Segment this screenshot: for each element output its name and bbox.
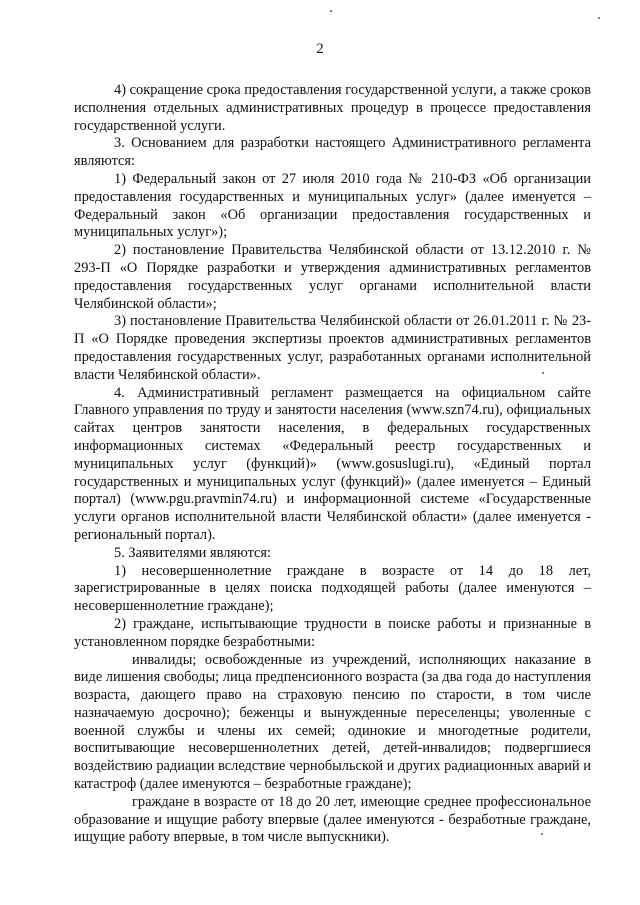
paragraph-section-5-applicants: 5. Заявителями являются:	[114, 544, 272, 561]
paragraph-resolution-23: 3) постановление Правительства Челябинской области от 26.01.2011 г. № 23-П «О Порядке проведения экспертизы проектов административных регламентов предоставления государственных услуг, разработанных органами исполнительной власти Челябинской области».	[74, 313, 591, 383]
paragraph-section-3-grounds: 3. Основанием для разработки настоящего Административного регламента являются:	[74, 135, 591, 170]
paragraph-disadvantaged-groups: инвалиды; освобожденные из учреждений, исполняющих наказание в виде лишения свободы; лица предпенсионного возраста (за два года до наступления возраста, дающего право на страховую пенсию по старости, в том числе назначаемую досрочно); беженцы и вынужденные переселенцы; уволенные с военной службы и члены их семей; одинокие и многодетные родители, воспитывающие несовершеннолетних детей, детей-инвалидов; подвергшиеся воздействию радиации вследствие чернобыльской и других радиационных аварий и катастроф (далее именуются – безработные граждане);	[74, 651, 591, 793]
paragraph-unemployed: 2) граждане, испытывающие трудности в поиске работы и признанные в установленном порядке безработными:	[74, 615, 591, 650]
paragraph-minors: 1) несовершеннолетние граждане в возрасте от 14 до 18 лет, зарегистрированные в целях поиска подходящей работы (далее именуются – несовершеннолетние граждане);	[74, 562, 591, 615]
scan-speck	[542, 372, 544, 374]
paragraph-federal-law: 1) Федеральный закон от 27 июля 2010 года № 210-ФЗ «Об организации предоставления государственных и муниципальных услуг» (далее именуется – Федеральный закон «Об организации предоставления государственных и муниципальных услуг»);	[74, 170, 591, 241]
paragraph-young-graduates: граждане в возрасте от 18 до 20 лет, имеющие среднее профессиональное образование и ищущие работу впервые (далее именуются - безработные граждане, ищущие работу впервые, в том числе выпускники).	[74, 793, 591, 846]
page-number: 2	[316, 41, 324, 57]
scan-speck	[598, 17, 600, 19]
scan-speck	[330, 10, 332, 12]
scan-speck	[541, 833, 543, 835]
paragraph-item-4-reduction: 4) сокращение срока предоставления государственной услуги, а также сроков исполнения отдельных административных процедур в процессе предоставления государственной услуги.	[74, 82, 591, 134]
paragraph-resolution-293: 2) постановление Правительства Челябинской области от 13.12.2010 г. № 293-П «О Порядке разработки и утверждения административных регламентов предоставления государственных услуг органами исполнительной власти Челябинской области»;	[74, 242, 591, 312]
document-body	[74, 82, 591, 847]
paragraph-section-4-publication: 4. Административный регламент размещается на официальном сайте Главного управления по труду и занятости населения (www.szn74.ru), официальных сайтах центров занятости населения, в федеральных государственных информационных системах «Федеральный реестр государственных и муниципальных услуг (функций)» (www.gosuslugi.ru), «Единый портал государственных и муниципальных услуг (функций)» (далее именуется – Единый портал) (www.pgu.pravmin74.ru) и информационной системе «Государственные услуги органов исполнительной власти Челябинской области» (далее именуется - региональный портал).	[74, 384, 591, 543]
